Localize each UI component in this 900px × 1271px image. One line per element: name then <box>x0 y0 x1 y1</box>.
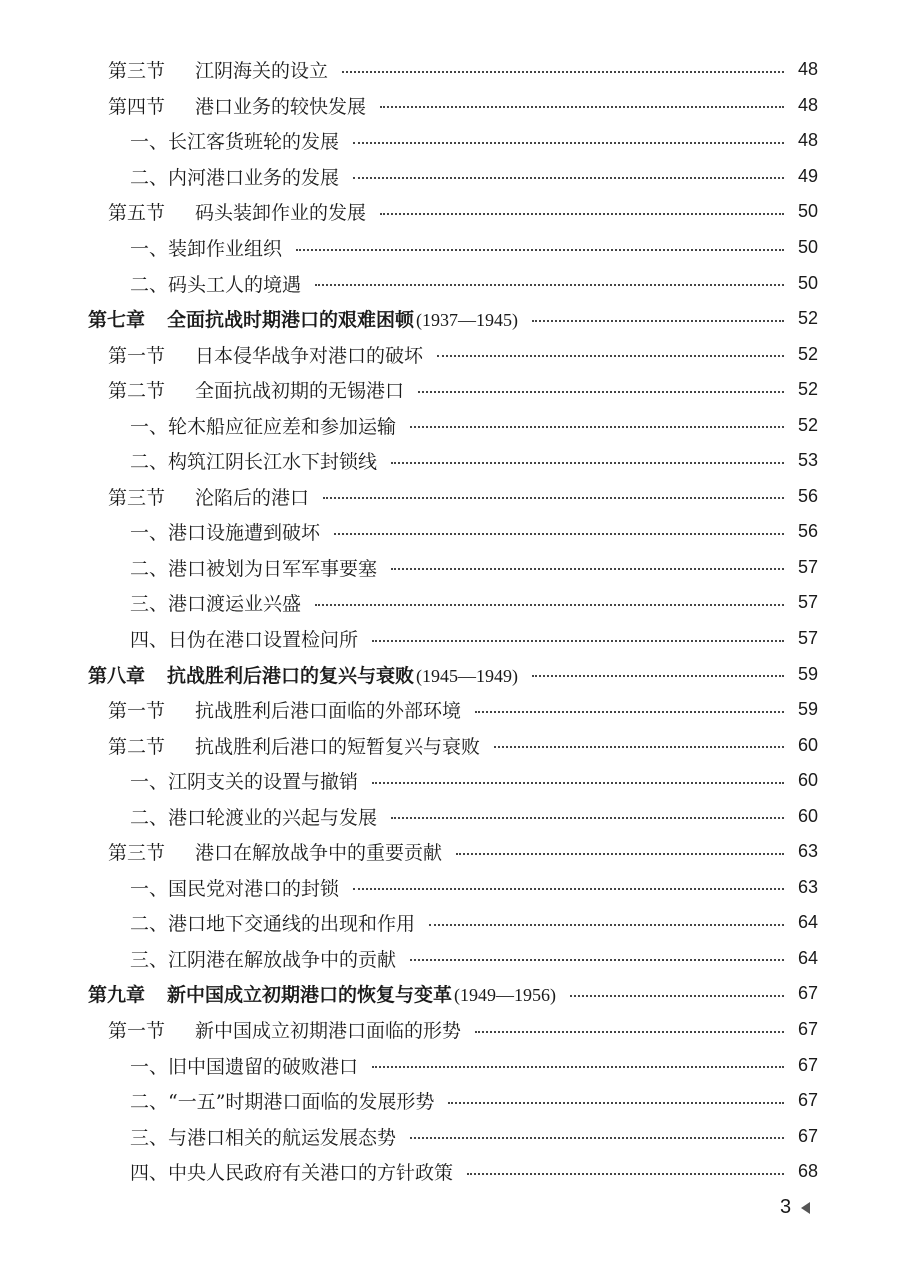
chapter-title: 抗战胜利后港口的复兴与衰败 <box>167 664 415 687</box>
toc-entry-section[interactable] <box>0 336 900 372</box>
toc-entry-title-group <box>108 732 480 759</box>
toc-entry-section[interactable] <box>0 727 900 763</box>
chapter-years: (1949—1956) <box>454 985 557 1006</box>
dot-leader <box>315 284 784 286</box>
page-number-ref: 59 <box>797 663 818 684</box>
section-title: 抗战胜利后港口面临的外部环境 <box>195 700 462 723</box>
toc-entry-sub[interactable] <box>0 159 900 195</box>
toc-entry-sub[interactable] <box>0 407 900 443</box>
toc-entry-title-group <box>130 625 358 652</box>
toc-entry-sub[interactable] <box>0 905 900 941</box>
toc-entry-title-group <box>130 874 339 901</box>
toc-entry-title-group <box>130 554 377 581</box>
sub-title: 一、国民党对港口的封锁 <box>130 877 340 900</box>
toc-entry-title-group <box>108 341 423 368</box>
sub-title: 二、“一五”时期港口面临的发展形势 <box>130 1091 435 1114</box>
sub-title: 一、长江客货班轮的发展 <box>130 131 340 154</box>
page-number-ref: 60 <box>797 770 818 791</box>
page-number-ref: 60 <box>797 734 818 755</box>
toc-entry-sub[interactable] <box>0 870 900 906</box>
toc-entry-sub[interactable] <box>0 585 900 621</box>
page-number-ref: 59 <box>797 699 818 720</box>
section-number: 第一节 <box>108 344 166 367</box>
toc-entry-sub[interactable] <box>0 1047 900 1083</box>
page-number-ref: 57 <box>797 628 818 649</box>
page-number-ref: 67 <box>797 983 818 1004</box>
dot-leader <box>429 924 784 926</box>
toc-entry-title-group <box>108 376 404 403</box>
toc-entry-sub[interactable] <box>0 265 900 301</box>
page-number-ref: 67 <box>797 1125 818 1146</box>
toc-entry-sub[interactable] <box>0 123 900 159</box>
dot-leader <box>475 1031 784 1033</box>
toc-entry-sub[interactable] <box>0 514 900 550</box>
toc-entry-chapter[interactable] <box>0 976 900 1012</box>
toc-entry-title-group <box>130 234 282 261</box>
toc-entry-sub[interactable] <box>0 621 900 657</box>
section-title: 新中国成立初期港口面临的形势 <box>195 1020 462 1043</box>
section-number: 第五节 <box>108 202 166 225</box>
toc-entry-title-group <box>130 1052 358 1079</box>
chapter-number: 第八章 <box>88 664 146 687</box>
chapter-number: 第七章 <box>88 309 146 332</box>
toc-entry-title-group <box>130 1087 434 1114</box>
toc-entry-title-group <box>130 1158 453 1185</box>
toc-entry-title-group <box>88 305 518 332</box>
page-number-ref: 56 <box>797 521 818 542</box>
table-of-contents <box>0 52 900 1190</box>
toc-entry-section[interactable] <box>0 692 900 728</box>
dot-leader <box>391 568 784 570</box>
toc-entry-title-group <box>108 1016 461 1043</box>
toc-entry-title-group <box>108 198 366 225</box>
page-number-ref: 67 <box>797 1090 818 1111</box>
chapter-years: (1937—1945) <box>416 310 519 331</box>
chapter-years: (1945—1949) <box>416 665 519 686</box>
toc-entry-sub[interactable] <box>0 550 900 586</box>
page-number-ref: 52 <box>797 414 818 435</box>
sub-title: 三、江阴港在解放战争中的贡献 <box>130 948 397 971</box>
section-title: 港口在解放战争中的重要贡献 <box>195 842 443 865</box>
toc-entry-title-group <box>130 803 377 830</box>
sub-title: 一、江阴支关的设置与撤销 <box>130 771 359 794</box>
toc-entry-sub[interactable] <box>0 230 900 266</box>
dot-leader <box>418 391 784 393</box>
toc-entry-title-group <box>108 838 442 865</box>
toc-entry-title-group <box>130 945 396 972</box>
left-triangle-icon <box>801 1202 810 1214</box>
toc-entry-title-group <box>108 92 366 119</box>
section-number: 第三节 <box>108 486 166 509</box>
dot-leader <box>494 746 784 748</box>
chapter-number: 第九章 <box>88 984 146 1007</box>
section-number: 第二节 <box>108 735 166 758</box>
page-number-ref: 52 <box>797 308 818 329</box>
sub-title: 二、港口被划为日军军事要塞 <box>130 557 378 580</box>
dot-leader <box>353 142 784 144</box>
page-number-ref: 67 <box>797 1019 818 1040</box>
section-title: 江阴海关的设立 <box>195 60 329 83</box>
sub-title: 二、港口地下交通线的出现和作用 <box>130 913 416 936</box>
toc-entry-title-group <box>130 518 320 545</box>
section-title: 沦陷后的港口 <box>195 486 310 509</box>
section-number: 第一节 <box>108 1020 166 1043</box>
page-number-ref: 53 <box>797 450 818 471</box>
toc-entry-sub[interactable] <box>0 798 900 834</box>
toc-entry-title-group <box>130 163 339 190</box>
dot-leader <box>372 782 784 784</box>
toc-entry-section[interactable] <box>0 88 900 124</box>
page-footer <box>780 1196 810 1219</box>
toc-entry-chapter[interactable] <box>0 656 900 692</box>
dot-leader <box>437 355 784 357</box>
dot-leader <box>448 1102 784 1104</box>
page-number-ref: 57 <box>797 556 818 577</box>
page-number-ref: 50 <box>797 237 818 257</box>
page-number-ref: 50 <box>797 201 818 222</box>
chapter-title: 全面抗战时期港口的艰难困顿 <box>167 309 415 332</box>
dot-leader <box>570 995 784 997</box>
page-number-ref: 48 <box>797 94 818 115</box>
toc-entry-sub[interactable] <box>0 1118 900 1154</box>
toc-entry-title-group <box>88 661 518 688</box>
sub-title: 二、港口轮渡业的兴起与发展 <box>130 806 378 829</box>
dot-leader <box>315 604 784 606</box>
toc-entry-sub[interactable] <box>0 941 900 977</box>
toc-entry-sub[interactable] <box>0 1154 900 1190</box>
page-number-ref: 64 <box>797 947 818 968</box>
toc-entry-title-group <box>130 412 396 439</box>
dot-leader <box>391 462 784 464</box>
sub-title: 四、中央人民政府有关港口的方针政策 <box>130 1162 454 1185</box>
page-number: 3 <box>780 1196 792 1218</box>
sub-title: 二、构筑江阴长江水下封锁线 <box>130 451 378 474</box>
toc-entry-title-group <box>130 447 377 474</box>
page-number-ref: 67 <box>797 1054 818 1075</box>
toc-entry-title-group <box>130 767 358 794</box>
dot-leader <box>372 1066 784 1068</box>
toc-entry-title-group <box>130 270 301 297</box>
section-number: 第二节 <box>108 380 166 403</box>
chapter-title: 新中国成立初期港口的恢复与变革 <box>167 984 453 1007</box>
sub-title: 一、装卸作业组织 <box>130 238 283 260</box>
page-number-ref: 52 <box>797 379 818 400</box>
toc-entry-title-group <box>108 483 309 510</box>
dot-leader <box>532 675 784 677</box>
dot-leader <box>532 320 784 322</box>
sub-title: 二、码头工人的境遇 <box>130 273 302 296</box>
section-title: 码头装卸作业的发展 <box>195 202 367 225</box>
toc-entry-section[interactable] <box>0 52 900 88</box>
toc-entry-title-group <box>88 980 556 1007</box>
sub-title: 一、旧中国遗留的破败港口 <box>130 1055 359 1078</box>
page-number-ref: 63 <box>797 841 818 862</box>
toc-entry-sub[interactable] <box>0 1083 900 1119</box>
sub-title: 一、轮木船应征应差和参加运输 <box>130 415 397 438</box>
section-number: 第四节 <box>108 95 166 118</box>
page-number-ref: 50 <box>797 272 818 293</box>
dot-leader <box>380 106 784 108</box>
page-number-ref: 60 <box>797 805 818 826</box>
section-title: 港口业务的较快发展 <box>195 95 367 118</box>
page-number-ref: 64 <box>797 912 818 933</box>
dot-leader <box>410 426 784 428</box>
sub-title: 三、港口渡运业兴盛 <box>130 593 302 616</box>
page-number-ref: 49 <box>797 165 818 186</box>
sub-title: 四、日伪在港口设置检问所 <box>130 629 359 652</box>
dot-leader <box>296 249 784 251</box>
dot-leader <box>467 1173 784 1175</box>
page-number-ref: 63 <box>797 876 818 897</box>
dot-leader <box>353 177 784 179</box>
page-number-ref: 56 <box>797 485 818 506</box>
toc-entry-section[interactable] <box>0 834 900 870</box>
dot-leader <box>334 533 784 535</box>
page-number-ref: 52 <box>797 343 818 364</box>
page-number-ref: 57 <box>797 592 818 613</box>
section-number: 第三节 <box>108 60 166 83</box>
toc-entry-title-group <box>108 696 461 723</box>
section-title: 日本侵华战争对港口的破坏 <box>195 344 424 367</box>
dot-leader <box>391 817 784 819</box>
toc-entry-section[interactable] <box>0 1012 900 1048</box>
toc-entry-section[interactable] <box>0 194 900 230</box>
toc-entry-section[interactable] <box>0 479 900 515</box>
toc-entry-title-group <box>130 127 339 154</box>
dot-leader <box>372 640 784 642</box>
toc-entry-section[interactable] <box>0 372 900 408</box>
toc-entry-title-group <box>108 56 328 83</box>
page-number-ref: 48 <box>797 130 818 151</box>
dot-leader <box>342 71 784 73</box>
sub-title: 一、港口设施遭到破坏 <box>130 522 321 545</box>
sub-title: 二、内河港口业务的发展 <box>130 166 340 189</box>
section-number: 第三节 <box>108 842 166 865</box>
toc-entry-title-group <box>130 909 415 936</box>
toc-entry-title-group <box>130 1123 396 1150</box>
section-number: 第一节 <box>108 700 166 723</box>
dot-leader <box>353 888 784 890</box>
toc-entry-chapter[interactable] <box>0 301 900 337</box>
toc-entry-title-group <box>130 589 301 616</box>
dot-leader <box>456 853 784 855</box>
dot-leader <box>380 213 784 215</box>
page-number-ref: 68 <box>797 1161 818 1182</box>
section-title: 抗战胜利后港口的短暂复兴与衰败 <box>195 735 481 758</box>
dot-leader <box>475 711 784 713</box>
toc-entry-sub[interactable] <box>0 763 900 799</box>
dot-leader <box>410 1137 784 1139</box>
toc-entry-sub[interactable] <box>0 443 900 479</box>
dot-leader <box>410 959 784 961</box>
dot-leader <box>323 497 784 499</box>
sub-title: 三、与港口相关的航运发展态势 <box>130 1126 397 1149</box>
section-title: 全面抗战初期的无锡港口 <box>195 380 405 403</box>
page-number-ref: 48 <box>797 59 818 80</box>
